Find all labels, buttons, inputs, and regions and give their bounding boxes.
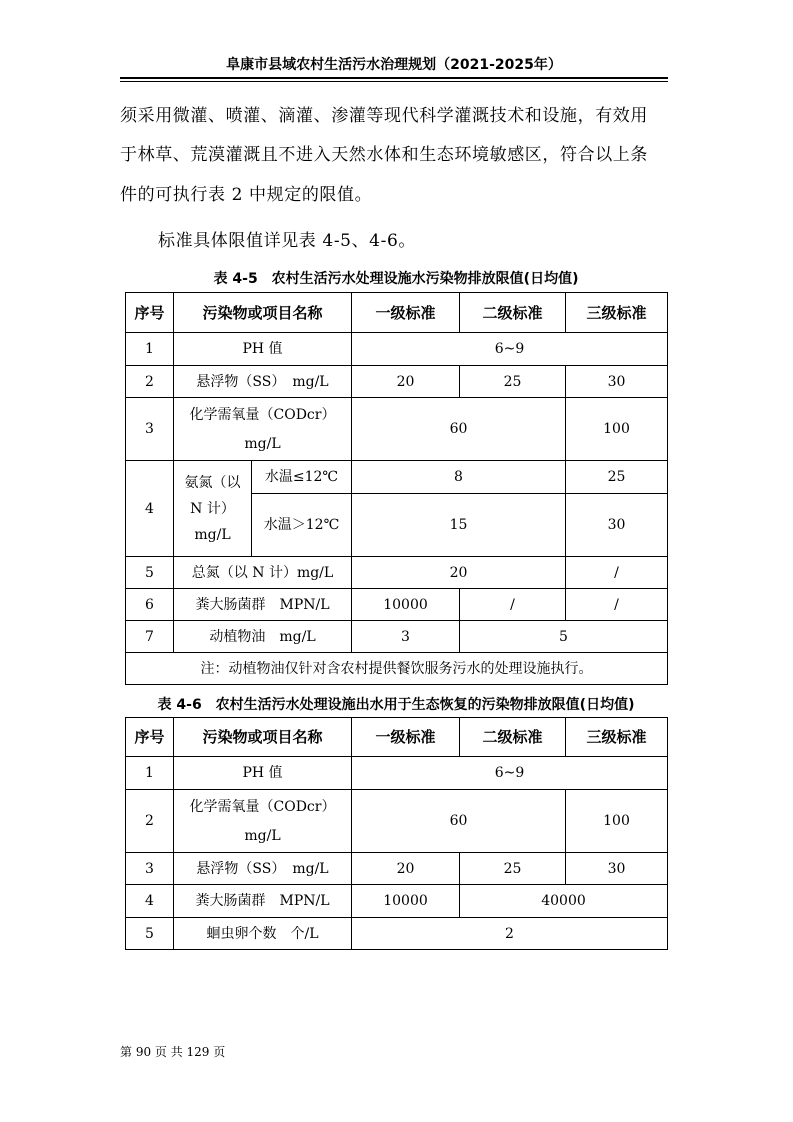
table-note-row: [126, 653, 668, 685]
limit-value: 60: [352, 790, 566, 853]
table-row: [126, 398, 668, 461]
header-cell: 序号: [126, 718, 174, 757]
table-row: [126, 589, 668, 621]
table-row: [126, 853, 668, 885]
table-4-6: [125, 717, 668, 950]
sub-condition: 水温＞12℃: [252, 494, 352, 557]
pollutant-name: 总氮（以 N 计）mg/L: [174, 557, 352, 589]
table-row: [126, 333, 668, 366]
header-cell: 污染物或项目名称: [174, 293, 352, 333]
row-number: 1: [126, 757, 174, 790]
table-row: [126, 461, 668, 494]
paragraph-line-2: 于林草、荒漠灌溉且不进入天然水体和生态环境敏感区，符合以上条: [120, 145, 648, 165]
row-number: 7: [126, 621, 174, 653]
limit-value: 20: [352, 366, 460, 398]
row-number: 3: [126, 398, 174, 461]
row-number: 4: [126, 461, 174, 557]
limit-value: 6~9: [352, 333, 668, 366]
pollutant-name-line: 化学需氧量（CODcr）: [189, 406, 336, 423]
row-number: 5: [126, 918, 174, 950]
table-row: [126, 757, 668, 790]
limit-value: 5: [460, 621, 668, 653]
table-4-6-caption: 表 4-6 农村生活污水处理设施出水用于生态恢复的污染物排放限值(日均值): [157, 697, 635, 713]
header-cell: 序号: [126, 293, 174, 333]
pollutant-name-line: 化学需氧量（CODcr）: [189, 798, 336, 815]
table-row: [126, 790, 668, 853]
table-row: [126, 918, 668, 950]
row-number: 6: [126, 589, 174, 621]
pollutant-name: PH 值: [174, 333, 352, 366]
limit-value: 2: [352, 918, 668, 950]
table-4-5: [125, 292, 668, 685]
table-header-row: [126, 293, 668, 333]
limit-value: 100: [566, 398, 668, 461]
pollutant-name: [174, 461, 252, 557]
pollutant-name: 动植物油 mg/L: [174, 621, 352, 653]
row-number: 5: [126, 557, 174, 589]
row-number: 2: [126, 366, 174, 398]
pollutant-name-line: 氨氮（以: [184, 474, 241, 491]
pollutant-name: 粪大肠菌群 MPN/L: [174, 885, 352, 918]
table-row: [126, 885, 668, 918]
limit-value: 10000: [352, 589, 460, 621]
limit-value: 30: [566, 366, 668, 398]
table-4-5-caption: 表 4-5 农村生活污水处理设施水污染物排放限值(日均值): [213, 271, 579, 287]
header-cell: 三级标准: [566, 293, 668, 333]
table-row: [126, 621, 668, 653]
pollutant-name: [174, 790, 352, 853]
limit-value: 25: [460, 853, 566, 885]
limit-value: 10000: [352, 885, 460, 918]
limit-value: 6~9: [352, 757, 668, 790]
table-row: [126, 557, 668, 589]
limit-value: 3: [352, 621, 460, 653]
header-cell: 一级标准: [352, 293, 460, 333]
table-row: [126, 366, 668, 398]
header-cell: 一级标准: [352, 718, 460, 757]
pollutant-name: 蛔虫卵个数 个/L: [174, 918, 352, 950]
limit-value: 30: [566, 494, 668, 557]
limit-value: 15: [352, 494, 566, 557]
limit-value: 25: [460, 366, 566, 398]
row-number: 3: [126, 853, 174, 885]
pollutant-name-line: N 计）: [190, 500, 235, 517]
row-number: 4: [126, 885, 174, 918]
header-rule: [120, 77, 668, 79]
pollutant-name: 悬浮物（SS） mg/L: [174, 853, 352, 885]
row-number: 1: [126, 333, 174, 366]
header-cell: 污染物或项目名称: [174, 718, 352, 757]
pollutant-unit: mg/L: [244, 435, 281, 452]
limit-value: /: [566, 589, 668, 621]
pollutant-name: PH 值: [174, 757, 352, 790]
limit-value: 40000: [460, 885, 668, 918]
table-note: 注：动植物油仅针对含农村提供餐饮服务污水的处理设施执行。: [126, 653, 668, 685]
limit-value: 60: [352, 398, 566, 461]
pollutant-name: 悬浮物（SS） mg/L: [174, 366, 352, 398]
limit-value: 25: [566, 461, 668, 494]
limit-value: 30: [566, 853, 668, 885]
limit-value: 100: [566, 790, 668, 853]
pollutant-name: [174, 398, 352, 461]
pollutant-unit: mg/L: [244, 827, 281, 844]
header-rule-thin: [120, 81, 668, 82]
pollutant-unit: mg/L: [194, 526, 231, 543]
limit-value: 20: [352, 853, 460, 885]
limit-value: 8: [352, 461, 566, 494]
paragraph-line-3: 件的可执行表 2 中规定的限值。: [120, 185, 373, 205]
limit-value: /: [460, 589, 566, 621]
limit-value: /: [566, 557, 668, 589]
running-header: 阜康市县域农村生活污水治理规划（2021-2025年）: [226, 57, 562, 73]
table-header-row: [126, 718, 668, 757]
pollutant-name: 粪大肠菌群 MPN/L: [174, 589, 352, 621]
header-cell: 二级标准: [460, 293, 566, 333]
limit-value: 20: [352, 557, 566, 589]
header-cell: 三级标准: [566, 718, 668, 757]
page-footer: 第 90 页 共 129 页: [120, 1045, 226, 1059]
row-number: 2: [126, 790, 174, 853]
paragraph-line-4: 标准具体限值详见表 4-5、4-6。: [158, 231, 416, 251]
sub-condition: 水温≤12℃: [252, 461, 352, 494]
header-cell: 二级标准: [460, 718, 566, 757]
paragraph-line-1: 须采用微灌、喷灌、滴灌、渗灌等现代科学灌溉技术和设施，有效用: [120, 106, 648, 126]
